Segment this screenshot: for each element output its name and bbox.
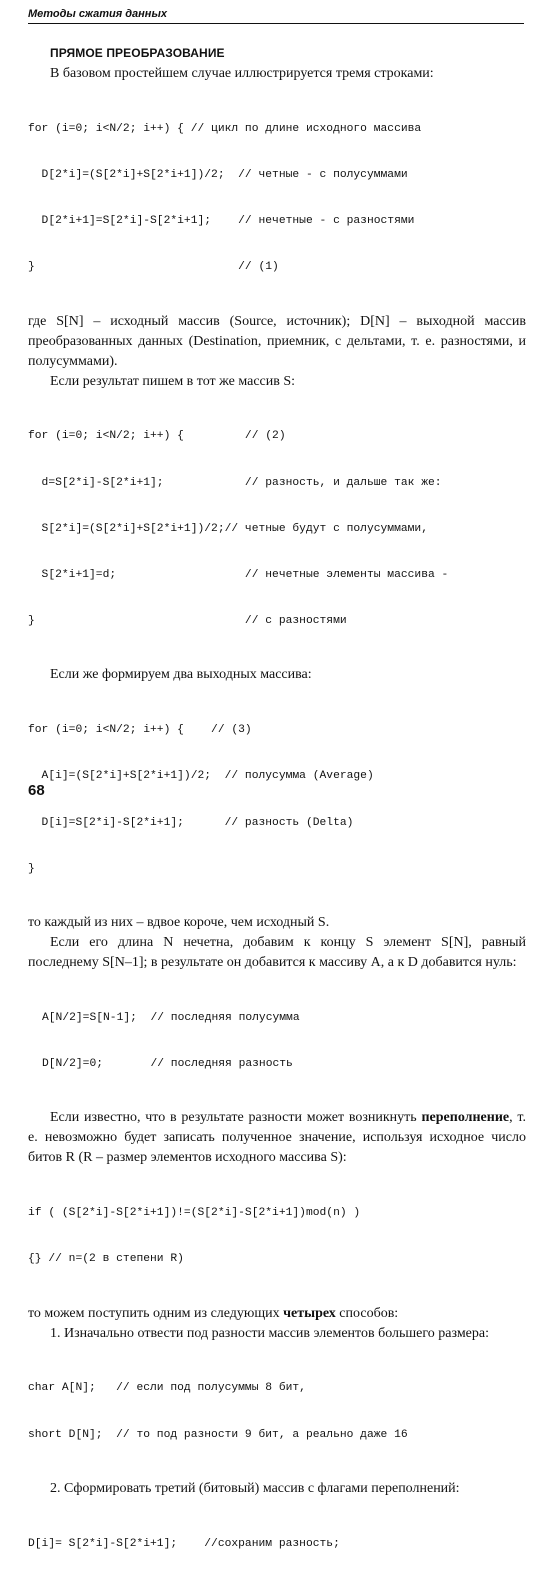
code-line: {} // n=(2 в степени R) — [28, 1253, 184, 1266]
code-block-5 — [28, 1175, 526, 1298]
code-line: for (i=0; i<N/2; i++) { // цикл по длине исходного массива — [28, 122, 422, 135]
code-line: for (i=0; i<N/2; i++) { // (2) — [28, 430, 286, 443]
code-line: } // (1) — [28, 261, 279, 274]
paragraph-odd-length: Если его длина N нечетна, добавим к концу S элемент S[N], равный последнему S[N–1]; в результате он добавится к массиву А, а к D добавится нуль: — [28, 935, 526, 971]
text-span: , т. е. невозможно будет записать полученное значение, используя исходное число битов R (R – размер элементов исходного массива S): — [28, 1110, 526, 1166]
term-overflow: переполнение — [421, 1110, 510, 1126]
code-line: S[2*i+1]=d; // нечетные элементы массива - — [28, 569, 449, 582]
text-span: способов: — [335, 1305, 399, 1321]
code-line: S[2*i]=(S[2*i]+S[2*i+1])/2;// четные будут с полусуммами, — [28, 522, 428, 535]
code-block-2 — [28, 399, 526, 661]
list-item-1: 1. Изначально отвести под разности массив элементов большего размера: — [50, 1325, 489, 1341]
code-line: D[i]=S[2*i]-S[2*i+1]; // разность (Delta) — [28, 816, 354, 829]
paragraph-half-length: то каждый из них – вдвое короче, чем исходный S. — [28, 915, 330, 931]
code-block-4 — [42, 980, 526, 1103]
intro-paragraph: В базовом простейшем случае иллюстрируется тремя строками: — [50, 66, 434, 81]
code-line: } — [28, 862, 35, 875]
paragraph-same-array: Если результат пишем в тот же массив S: — [50, 373, 296, 389]
term-four: четырех — [283, 1305, 336, 1321]
paragraph-definitions: где S[N] – исходный массив (Source, источник); D[N] – выходной массив преобразованных данных (Destination, приемник, с дельтами, т. е. разностями, и полусуммами). — [28, 313, 526, 369]
code-line: D[2*i]=(S[2*i]+S[2*i+1])/2; // четные - с полусуммами — [28, 169, 408, 182]
code-line: D[2*i+1]=S[2*i]-S[2*i+1]; // нечетные - с разностями — [28, 215, 415, 228]
paragraph-four-ways — [28, 1304, 526, 1324]
code-block-6 — [28, 1351, 526, 1474]
code-block-7 — [28, 1506, 526, 1583]
code-line: D[N/2]=0; // последняя разность — [42, 1058, 293, 1071]
code-line: char A[N]; // если под полусуммы 8 бит, — [28, 1382, 306, 1395]
code-line: A[N/2]=S[N-1]; // последняя полусумма — [42, 1011, 300, 1024]
text-span: Если известно, что в результате разности может возникнуть — [50, 1110, 422, 1126]
running-header: Методы сжатия данных — [28, 6, 524, 24]
code-line: if ( (S[2*i]-S[2*i+1])!=(S[2*i]-S[2*i+1])mod(n) ) — [28, 1207, 361, 1220]
list-item-2: 2. Сформировать третий (битовый) массив с флагами переполнений: — [50, 1480, 460, 1496]
code-line: for (i=0; i<N/2; i++) { // (3) — [28, 724, 252, 737]
code-line: A[i]=(S[2*i]+S[2*i+1])/2; // полусумма (Average) — [28, 770, 374, 783]
page-content — [28, 44, 526, 1588]
code-block-1 — [28, 91, 526, 307]
paragraph-two-arrays: Если же формируем два выходных массива: — [50, 667, 312, 683]
paragraph-overflow — [28, 1108, 526, 1168]
code-block-3 — [28, 692, 526, 908]
code-line: } // с разностями — [28, 615, 347, 628]
text-span: то можем поступить одним из следующих — [28, 1305, 284, 1321]
section-title: ПРЯМОЕ ПРЕОБРАЗОВАНИЕ — [50, 46, 225, 60]
code-line: d=S[2*i]-S[2*i+1]; // разность, и дальше так же: — [28, 476, 442, 489]
page-number: 68 — [28, 782, 45, 799]
code-line: short D[N]; // то под разности 9 бит, а реально даже 16 — [28, 1428, 408, 1441]
code-line: D[i]= S[2*i]-S[2*i+1]; //сохраним разность; — [28, 1537, 340, 1550]
